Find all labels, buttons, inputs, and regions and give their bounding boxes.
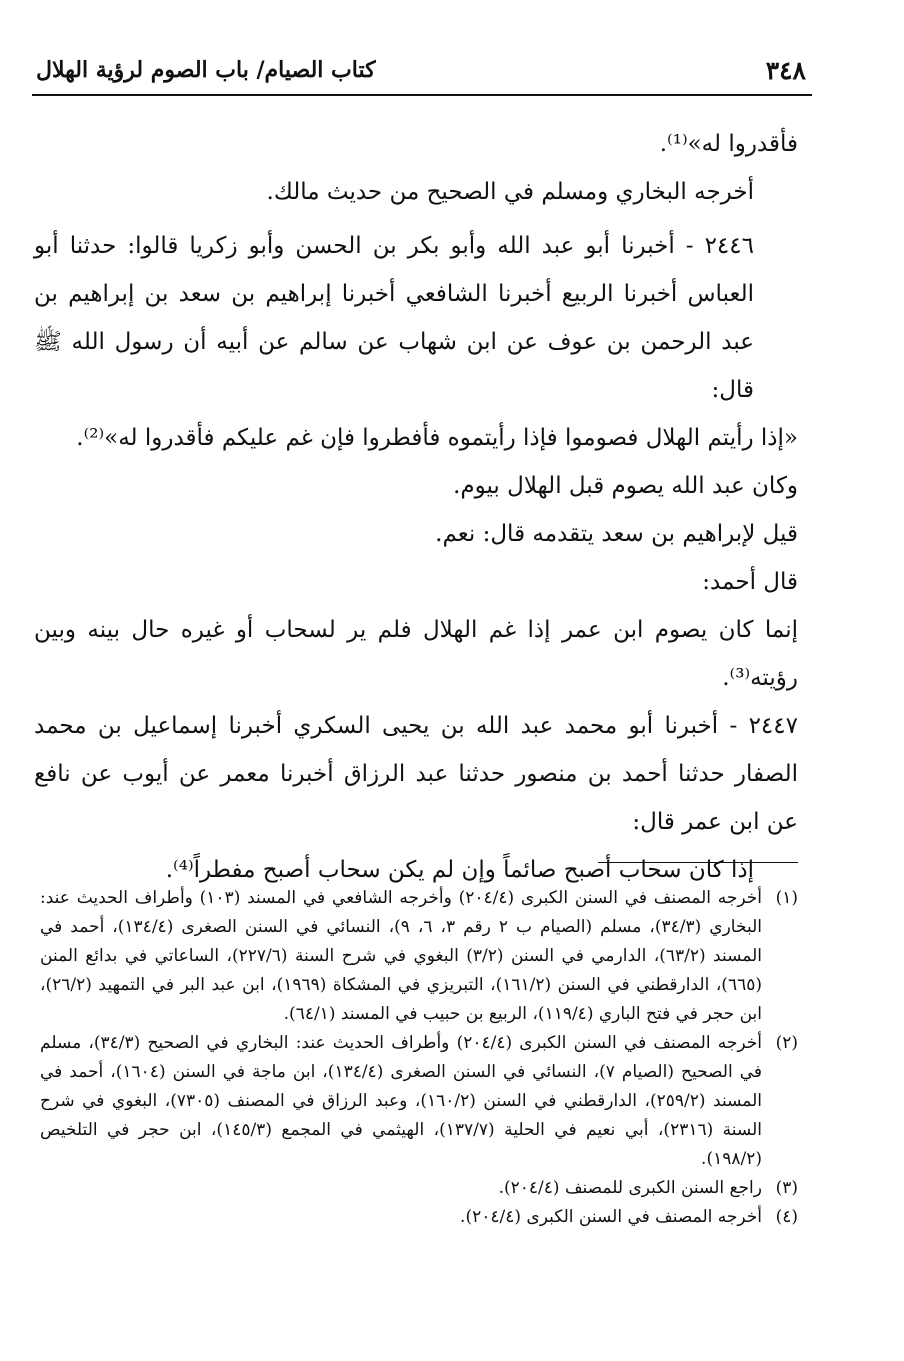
running-title: كتاب الصيام/ باب الصوم لرؤية الهلال bbox=[36, 57, 376, 83]
footnote-number: (١) bbox=[775, 888, 798, 908]
footnote-item bbox=[40, 884, 798, 1029]
footnote-text: أخرجه المصنف في السنن الكبرى (٢٠٤/٤) وأطراف الحديث عند: البخاري في الصحيح (٣٤/٣)، مسلم في الصحيح (الصيام ٧)، النسائي في السنن الصغرى (١٣٤/٤)، ابن ماجة في السنن (١٦٠٤)، أحمد في المسند (٢٥٩/٢)، الدارقطني في السنن (١٦٠/٢)، وعبد الرزاق في المصنف (٧٣٠٥)، البغوي في شرح السنة (٢٣١٦)، أبي نعيم في الحلية (١٣٧/٧)، الهيثمي في المجمع (١٤٥/٣)، ابن حجر في التلخيص (١٩٨/٢). bbox=[40, 1033, 762, 1169]
footnote-number: (٢) bbox=[775, 1033, 798, 1053]
hadith-text: إذا كان سحاب أصبح صائماً وإن لم يكن سحاب أصبح مفطراً⁽⁴⁾. bbox=[165, 857, 754, 883]
footnote-divider bbox=[598, 862, 798, 863]
footnotes bbox=[40, 884, 798, 1232]
footnote-number: (٣) bbox=[775, 1178, 798, 1198]
footnote-number: (٤) bbox=[775, 1207, 798, 1227]
paragraph: وكان عبد الله يصوم قبل الهلال بيوم. bbox=[453, 473, 798, 499]
hadith-text: «إذا رأيتم الهلال فصوموا فإذا رأيتموه فأفطروا فإن غم عليكم فأقدروا له»⁽²⁾. bbox=[76, 425, 798, 451]
footnote-item bbox=[40, 1029, 798, 1174]
paragraph: أخرجه البخاري ومسلم في الصحيح من حديث مالك. bbox=[266, 179, 754, 205]
paragraph: فأقدروا له»⁽¹⁾. bbox=[659, 131, 798, 157]
footnote-text: أخرجه المصنف في السنن الكبرى (٢٠٤/٤) وأخرجه الشافعي في المسند (١٠٣) وأطراف الحديث عند: البخاري (٣٤/٣)، مسلم (الصيام ب ٢ رقم ٣، ٦، ٩)، النسائي في السنن الصغرى (١٣٤/٤)، أحمد في المسند (٦٣/٢)، الدارمي في السنن (٣/٢) البغوي في شرح السنة (٢٢٧/٦)، الساعاتي في بدائع المنن (٦٦٥)، الدارقطني في السنن (١٦١/٢)، التبريزي في المشكاة (١٩٦٩)، ابن عبد البر في التمهيد (٢٦/٢)، ابن حجر في فتح الباري (١١٩/٤)، الربيع بن حبيب في المسند (٦٤/١). bbox=[40, 888, 763, 1024]
paragraph: قيل لإبراهيم بن سعد يتقدمه قال: نعم. bbox=[435, 521, 798, 547]
footnote-text: راجع السنن الكبرى للمصنف (٢٠٤/٤). bbox=[498, 1178, 762, 1198]
paragraph: إنما كان يصوم ابن عمر إذا غم الهلال فلم ير لسحاب أو غيره حال بينه وبين رؤيته⁽³⁾. bbox=[34, 617, 798, 691]
hadith-paragraph: ٢٤٤٦ - أخبرنا أبو عبد الله وأبو بكر بن الحسن وأبو زكريا قالوا: حدثنا أبو العباس أخبرنا الربيع أخبرنا الشافعي أخبرنا إبراهيم بن سعد بن إبراهيم بن عبد الرحمن بن عوف عن ابن شهاب عن سالم عن أبيه أن رسول الله ﷺ قال: bbox=[34, 233, 754, 403]
footnote-text: أخرجه المصنف في السنن الكبرى (٢٠٤/٤). bbox=[460, 1207, 762, 1227]
page-header bbox=[32, 48, 812, 96]
footnote-item bbox=[40, 1174, 798, 1203]
main-text bbox=[34, 120, 798, 894]
footnote-item bbox=[40, 1203, 798, 1232]
paragraph: قال أحمد: bbox=[702, 569, 798, 595]
page-number: ٣٤٨ bbox=[765, 56, 806, 85]
hadith-paragraph: ٢٤٤٧ - أخبرنا أبو محمد عبد الله بن يحيى السكري أخبرنا إسماعيل بن محمد الصفار حدثنا أحمد بن منصور حدثنا عبد الرزاق أخبرنا معمر عن أيوب عن نافع عن ابن عمر قال: bbox=[34, 713, 798, 835]
